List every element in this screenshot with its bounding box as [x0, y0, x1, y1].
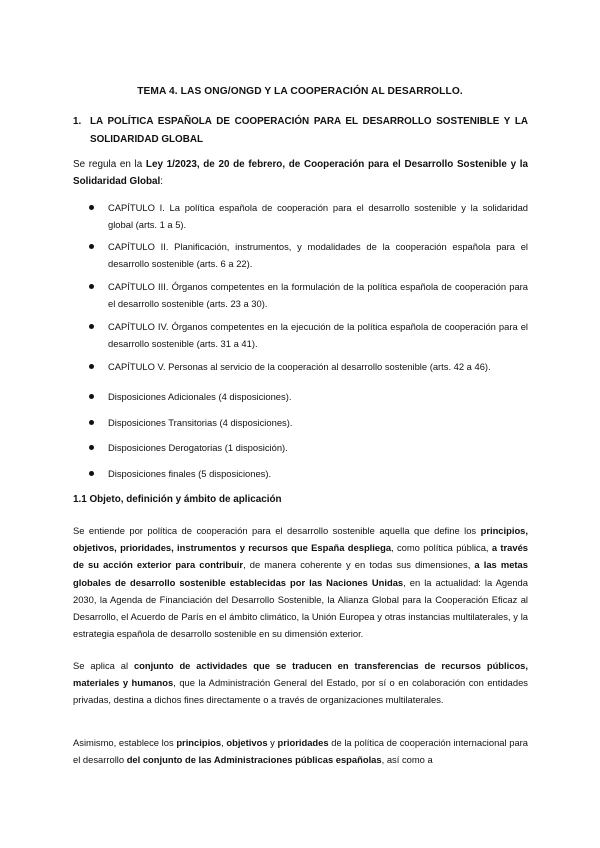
section-heading-text: LA POLÍTICA ESPAÑOLA DE COOPERACIÓN PARA EL DESARROLLO SOSTENIBLE Y LA SOLIDARIDAD GLOBAL — [90, 116, 528, 145]
paragraph-bold: del conjunto de las Administraciones públicas españolas — [126, 754, 382, 766]
list-item-text: CAPÍTULO V. Personas al servicio de la cooperación al desarrollo sostenible (arts. 42 a 46). — [108, 361, 491, 372]
paragraph-text: Asimismo, establece los — [73, 737, 177, 748]
paragraph-text: , que la Administración General del Estado, por sí o en colaboración con entidades privadas, destina a dichos fines directamente o a través de organizaciones multilaterales. — [73, 677, 528, 706]
list-item-text: Disposiciones Derogatorias (1 disposición). — [108, 442, 288, 453]
paragraph-scope — [73, 657, 528, 709]
bullet-icon — [89, 394, 94, 399]
paragraph-bold: principios, objetivos, prioridades, instrumentos y recursos que España despliega — [73, 525, 528, 554]
bullet-icon — [89, 205, 94, 210]
paragraph-text: , así como a — [381, 754, 433, 766]
paragraph-bold: a través de su acción exterior para contribuir — [73, 542, 528, 571]
bullet-icon — [89, 445, 94, 450]
law-title: , de 20 de febrero, de Cooperación para el Desarrollo Sostenible y la Solidaridad Global — [73, 159, 528, 187]
list-item-text: Disposiciones Adicionales (4 disposiciones). — [108, 391, 292, 402]
paragraph-bold: a las metas globales de desarrollo sostenible establecidas por las Naciones Unidas — [73, 559, 528, 588]
bullet-icon — [89, 244, 94, 249]
document-title: TEMA 4. LAS ONG/ONGD Y LA COOPERACIÓN AL DESARROLLO. — [137, 86, 463, 97]
paragraph-definition — [73, 522, 528, 642]
list-item-text: CAPÍTULO III. Órganos competentes en la formulación de la política española de cooperación para el desarrollo sostenible (arts. 23 a 30). — [108, 281, 528, 309]
list-item — [108, 388, 528, 405]
paragraph-text: de la política de cooperación internacional para el desarrollo — [73, 737, 529, 766]
paragraph-text: Se aplica al — [73, 660, 134, 671]
paragraph-text: , — [221, 737, 227, 748]
section-number: 1. — [73, 116, 82, 127]
intro-paragraph — [73, 156, 528, 190]
paragraph-bold: principios — [176, 737, 222, 748]
subsection-heading: 1.1 Objeto, definición y ámbito de aplicación — [73, 494, 282, 505]
bullet-icon — [89, 284, 94, 289]
list-item-text: CAPÍTULO IV. Órganos competentes en la ejecución de la política española de cooperación para el desarrollo sostenible (arts. 31 a 41). — [108, 321, 528, 349]
intro-colon: : — [160, 176, 163, 187]
list-item — [108, 439, 528, 456]
list-item-text: Disposiciones Transitorias (4 disposiciones). — [108, 417, 293, 428]
paragraph-principles — [73, 734, 528, 768]
list-item — [108, 278, 528, 312]
bullet-icon — [89, 364, 94, 369]
list-item — [108, 465, 528, 482]
list-item — [108, 414, 528, 431]
section-heading — [73, 113, 528, 149]
paragraph-text: y — [267, 737, 278, 748]
bullet-icon — [89, 420, 94, 425]
list-item-text: CAPÍTULO II. Planificación, instrumentos, y modalidades de la cooperación española para el desarrollo sostenible (arts. 6 a 22). — [108, 241, 528, 269]
paragraph-text: , de manera coherente y en todas sus dimensiones, — [243, 559, 475, 571]
paragraph-bold: objetivos — [226, 737, 268, 748]
bullet-icon — [89, 471, 94, 476]
list-item — [108, 318, 528, 352]
list-item — [108, 199, 528, 233]
list-item-text: Disposiciones finales (5 disposiciones). — [108, 468, 272, 479]
paragraph-text: , en la actualidad: la Agenda 2030, la Agenda de Financiación del Desarrollo Sostenible, la Alianza Global para la Cooperación Eficaz al Desarrollo, el Acuerdo de París en el ámbito climático, la Unión Europea y otras instancias multilaterales, y la estrategia española de desarrollo sostenible en su dimensión exterior. — [73, 576, 528, 640]
paragraph-bold: prioridades — [277, 737, 329, 748]
paragraph-text: Se entiende por política de cooperación para el desarrollo sostenible aquella que define los — [73, 525, 481, 536]
paragraph-bold: conjunto de actividades que se traducen en transferencias de recursos públicos, materiales y humanos — [73, 660, 528, 689]
paragraph-text: , como política pública, — [391, 542, 492, 554]
list-item — [108, 238, 528, 272]
intro-text: Se regula en la — [73, 159, 146, 170]
list-item-text: CAPÍTULO I. La política española de cooperación para el desarrollo sostenible y la solidaridad global (arts. 1 a 5). — [108, 202, 528, 230]
bullet-icon — [89, 324, 94, 329]
list-item — [108, 358, 528, 375]
law-reference: Ley 1/2023 — [145, 159, 197, 170]
